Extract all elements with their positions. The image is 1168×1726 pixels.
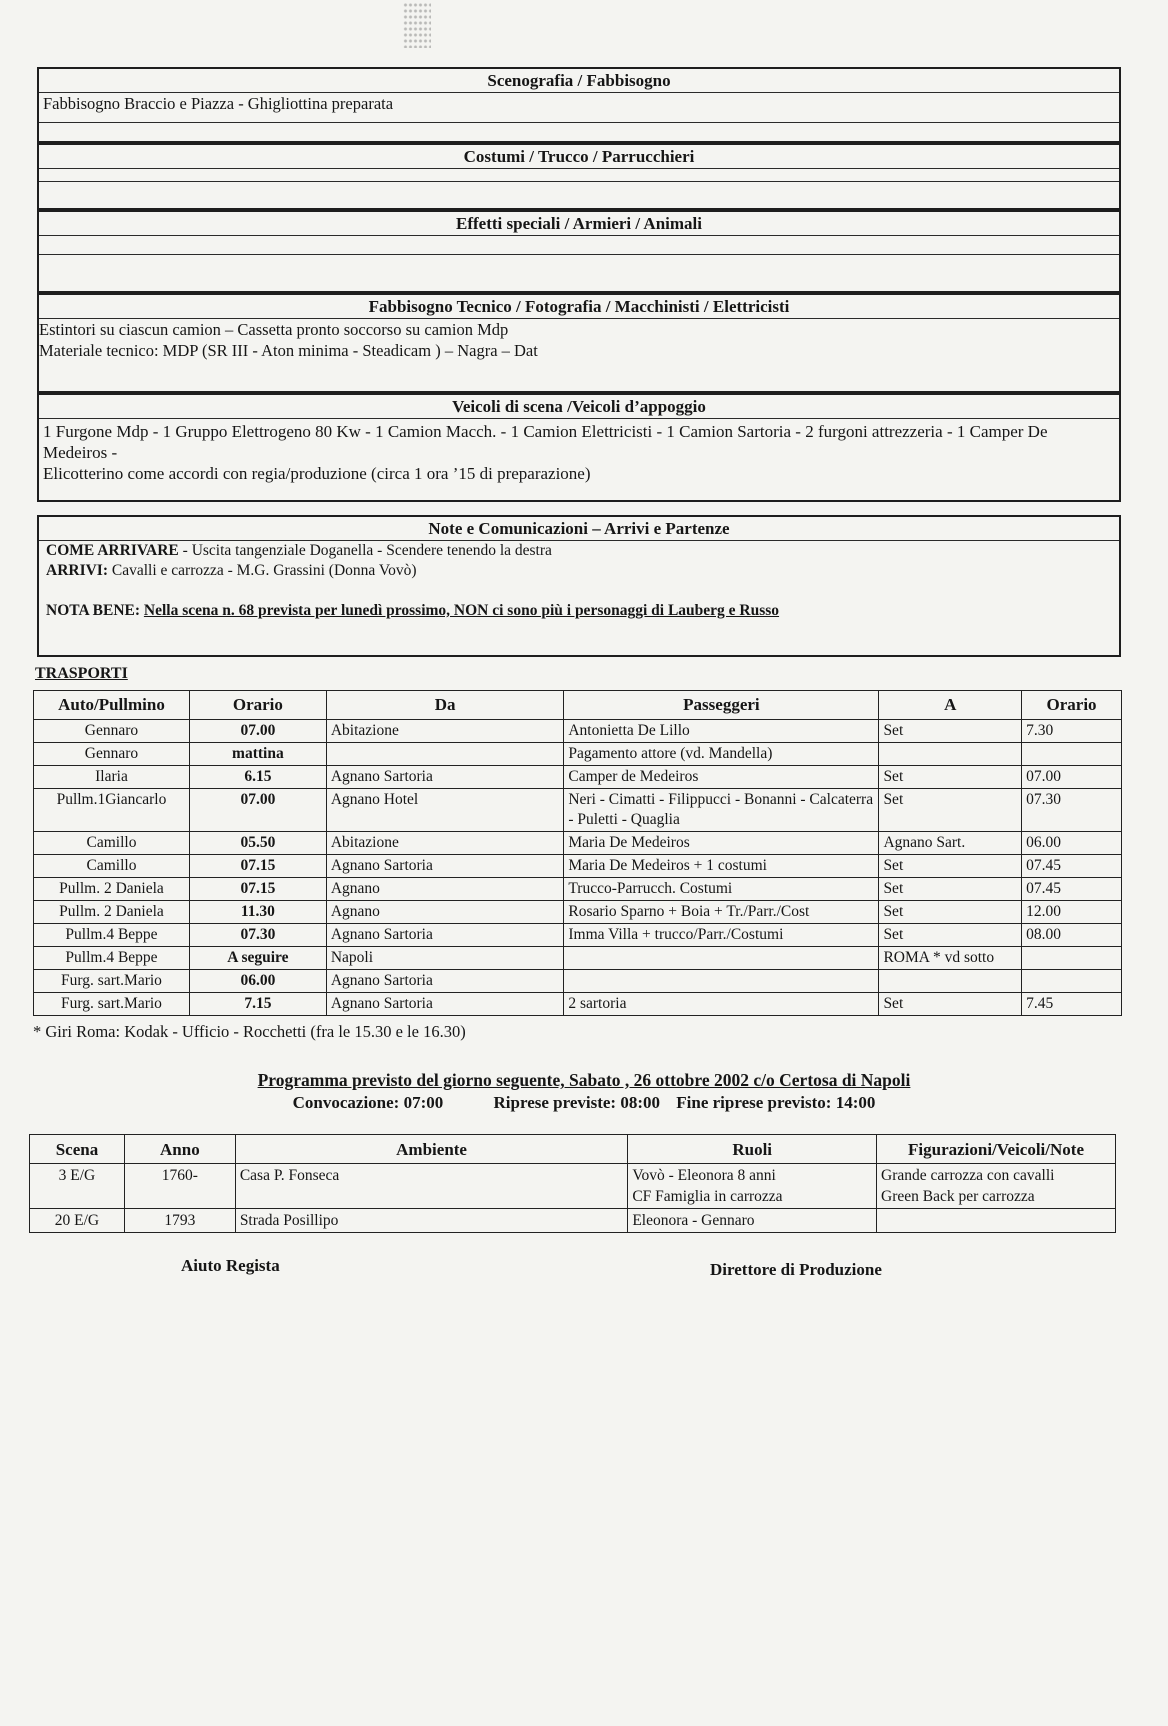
programma-times [0,1093,1168,1113]
notes-title: Note e Comunicazioni – Arrivi e Partenze [39,517,1119,541]
destinazione-cell [879,743,1022,766]
table-row [34,766,1122,789]
orario-cell: 06.00 [189,970,326,993]
signature-direttore-produzione: Direttore di Produzione [710,1260,882,1279]
orario-arrivo-cell: 7.30 [1022,720,1122,743]
auto-cell: Ilaria [34,766,190,789]
passeggeri-cell: Antonietta De Lillo [564,720,879,743]
auto-cell: Gennaro [34,720,190,743]
orario-arrivo-cell [1022,970,1122,993]
da-cell: Agnano Sartoria [326,924,564,947]
signature-aiuto-regista: Aiuto Regista [181,1256,280,1275]
orario-arrivo-cell: 12.00 [1022,901,1122,924]
orario-cell: 07.15 [189,855,326,878]
come-arrivare-line [39,541,1119,561]
orario-cell: 05.50 [189,832,326,855]
ruoli-cell [628,1164,877,1209]
orario-cell: 07.30 [189,924,326,947]
table-row [34,924,1122,947]
row-rule [39,181,1119,182]
col-header: Auto/Pullmino [34,691,190,720]
auto-cell: Pullm.4 Beppe [34,924,190,947]
ruolo-line: Eleonora - Gennaro [632,1212,755,1229]
orario-arrivo-cell: 07.30 [1022,789,1122,832]
section-title: Effetti speciali / Armieri / Animali [39,212,1119,236]
section-costumi [37,143,1121,210]
notes-box [37,515,1121,657]
orario-cell: 07.00 [189,789,326,832]
section-effetti [37,210,1121,293]
ruolo-line: Vovò - Eleonora 8 anni [632,1167,776,1184]
da-cell: Agnano Sartoria [326,993,564,1016]
table-row [34,743,1122,766]
row-rule [39,254,1119,255]
anno-cell: 1793 [124,1209,235,1233]
ambiente-cell: Strada Posillipo [235,1209,628,1233]
trasporti-table [33,690,1122,1016]
destinazione-cell: ROMA * vd sotto [879,947,1022,970]
da-cell: Abitazione [326,720,564,743]
da-cell: Agnano Sartoria [326,766,564,789]
scene-table [29,1134,1116,1233]
section-line: Elicotterino come accordi con regia/produzione (circa 1 ora ’15 di preparazione) [43,464,591,483]
come-arrivare-label: COME ARRIVARE [46,542,179,559]
col-header: Ambiente [235,1135,628,1164]
table-row [34,970,1122,993]
col-header: Orario [1022,691,1122,720]
orario-cell: A seguire [189,947,326,970]
table-header-row [30,1135,1116,1164]
orario-arrivo-cell: 07.45 [1022,878,1122,901]
auto-cell: Pullm. 2 Daniela [34,878,190,901]
passeggeri-cell [564,947,879,970]
table-row [34,947,1122,970]
trasporti-body [34,720,1122,1016]
row-rule [39,122,1119,123]
destinazione-cell: Set [879,855,1022,878]
da-cell: Agnano Sartoria [326,855,564,878]
orario-arrivo-cell: 08.00 [1022,924,1122,947]
section-line: Materiale tecnico: MDP (SR III - Aton minima - Steadicam ) – Nagra – Dat [39,341,538,360]
col-header: Da [326,691,564,720]
note-line: Grande carrozza con cavalli [881,1167,1055,1184]
orario-cell: 07.15 [189,878,326,901]
orario-arrivo-cell [1022,947,1122,970]
da-cell: Napoli [326,947,564,970]
passeggeri-cell [564,970,879,993]
table-row [34,720,1122,743]
table-row [34,878,1122,901]
riprese-previste: Riprese previste: 08:00 [493,1093,661,1112]
passeggeri-cell: Pagamento attore (vd. Mandella) [564,743,879,766]
section-line: Estintori su ciascun camion – Cassetta pronto soccorso su camion Mdp [39,320,509,339]
nota-bene-line [39,601,1119,621]
orario-arrivo-cell: 7.45 [1022,993,1122,1016]
col-header: Scena [30,1135,125,1164]
anno-cell: 1760- [124,1164,235,1209]
nota-bene-label: NOTA BENE: [46,602,141,619]
giri-roma-note: * Giri Roma: Kodak - Ufficio - Rocchetti (fra le 15.30 e le 16.30) [33,1022,466,1041]
ruolo-line: CF Famiglia in carrozza [632,1188,783,1205]
auto-cell: Furg. sart.Mario [34,970,190,993]
passeggeri-cell: Trucco-Parrucch. Costumi [564,878,879,901]
col-header: Figurazioni/Veicoli/Note [877,1135,1116,1164]
auto-cell: Pullm.1Giancarlo [34,789,190,832]
da-cell: Abitazione [326,832,564,855]
section-veicoli [37,393,1121,502]
section-title: Veicoli di scena /Veicoli d’appoggio [39,395,1119,419]
col-header: A [879,691,1022,720]
passeggeri-cell: Camper de Medeiros [564,766,879,789]
destinazione-cell: Set [879,924,1022,947]
note-cell [877,1164,1116,1209]
section-line: Fabbisogno Braccio e Piazza - Ghigliottina preparata [43,94,394,113]
nota-bene-text: Nella scena n. 68 prevista per lunedì prossimo, NON ci sono più i personaggi di Lauberg e Russo [143,602,780,619]
orario-cell: 07.00 [189,720,326,743]
auto-cell: Camillo [34,855,190,878]
table-row [34,855,1122,878]
destinazione-cell [879,970,1022,993]
da-cell: Agnano [326,901,564,924]
fine-riprese: Fine riprese previsto: 14:00 [676,1093,876,1112]
scena-cell: 3 E/G [30,1164,125,1209]
col-header: Orario [189,691,326,720]
auto-cell: Pullm.4 Beppe [34,947,190,970]
auto-cell: Camillo [34,832,190,855]
orario-arrivo-cell: 07.45 [1022,855,1122,878]
destinazione-cell: Set [879,766,1022,789]
scena-cell: 20 E/G [30,1209,125,1233]
da-cell: Agnano Sartoria [326,970,564,993]
col-header: Anno [124,1135,235,1164]
passeggeri-cell: Imma Villa + trucco/Parr./Costumi [564,924,879,947]
arrivi-line [39,561,1119,581]
programma-title: Programma previsto del giorno seguente, Sabato , 26 ottobre 2002 c/o Certosa di Napoli [257,1070,911,1090]
come-arrivare-text: - Uscita tangenziale Doganella - Scendere tenendo la destra [178,542,552,559]
auto-cell: Furg. sart.Mario [34,993,190,1016]
da-cell: Agnano [326,878,564,901]
orario-cell: 11.30 [189,901,326,924]
ambiente-cell: Casa P. Fonseca [235,1164,628,1209]
passeggeri-cell: 2 sartoria [564,993,879,1016]
orario-arrivo-cell: 07.00 [1022,766,1122,789]
destinazione-cell: Set [879,789,1022,832]
auto-cell: Gennaro [34,743,190,766]
da-cell [326,743,564,766]
section-title: Scenografia / Fabbisogno [39,69,1119,93]
note-line: Green Back per carrozza [881,1188,1035,1205]
section-tecnico [37,293,1121,393]
orario-arrivo-cell: 06.00 [1022,832,1122,855]
passeggeri-cell: Maria De Medeiros + 1 costumi [564,855,879,878]
convocazione: Convocazione: 07:00 [292,1093,444,1112]
orario-cell: mattina [189,743,326,766]
section-title: Costumi / Trucco / Parrucchieri [39,145,1119,169]
section-line: 1 Furgone Mdp - 1 Gruppo Elettrogeno 80 Kw - 1 Camion Macch. - 1 Camion Elettricisti - 1 Camion Sartoria - 2 furgoni attrezzeria - 1 Camper De Medeiros - [43,422,1048,462]
passeggeri-cell: Rosario Sparno + Boia + Tr./Parr./Cost [564,901,879,924]
ruoli-cell [628,1209,877,1233]
col-header: Passeggeri [564,691,879,720]
destinazione-cell: Set [879,720,1022,743]
table-row [34,789,1122,832]
table-row [30,1209,1116,1233]
trasporti-title: TRASPORTI [35,665,128,682]
destinazione-cell: Set [879,878,1022,901]
table-row [34,901,1122,924]
arrivi-text: Cavalli e carrozza - M.G. Grassini (Donna Vovò) [108,562,417,579]
orario-cell: 7.15 [189,993,326,1016]
da-cell: Agnano Hotel [326,789,564,832]
auto-cell: Pullm. 2 Daniela [34,901,190,924]
orario-arrivo-cell [1022,743,1122,766]
table-row [30,1164,1116,1209]
orario-cell: 6.15 [189,766,326,789]
section-scenografia [37,67,1121,143]
note-cell [877,1209,1116,1233]
arrivi-label: ARRIVI: [46,562,108,579]
table-row [34,993,1122,1016]
col-header: Ruoli [628,1135,877,1164]
destinazione-cell: Set [879,993,1022,1016]
destinazione-cell: Set [879,901,1022,924]
destinazione-cell: Agnano Sart. [879,832,1022,855]
table-row [34,832,1122,855]
passeggeri-cell: Maria De Medeiros [564,832,879,855]
table-header-row [34,691,1122,720]
section-title: Fabbisogno Tecnico / Fotografia / Macchinisti / Elettricisti [39,295,1119,319]
scan-speck [403,2,431,48]
passeggeri-cell: Neri - Cimatti - Filippucci - Bonanni - Calcaterra - Puletti - Quaglia [564,789,879,832]
